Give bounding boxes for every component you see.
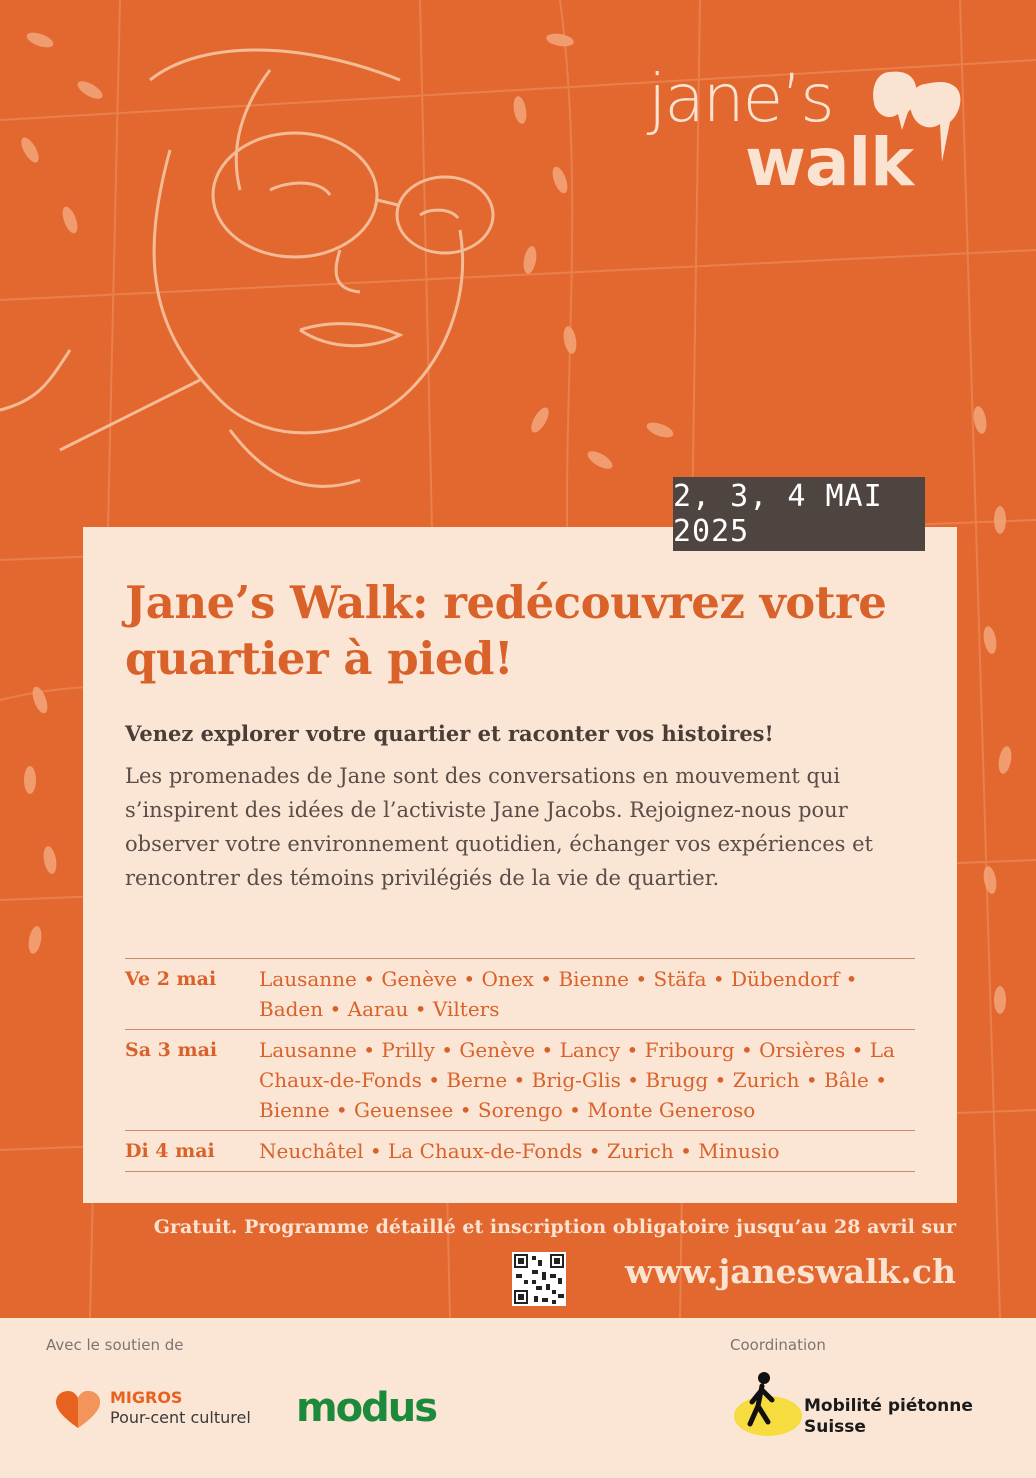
sponsor-footer: [0, 1318, 1036, 1478]
mobilite-pietonne-name: Mobilité piétonne Suisse: [804, 1396, 973, 1437]
pedestrian-icon: [732, 1370, 808, 1440]
subheadline: Venez explorer votre quartier et raconter vos histoires!: [125, 721, 774, 746]
schedule-table: [125, 958, 915, 1172]
content-card: [83, 527, 957, 1203]
qr-code-icon[interactable]: [512, 1252, 566, 1306]
heart-icon: [54, 1390, 102, 1430]
logo-line-walk: walk: [745, 124, 914, 201]
schedule-day: Di 4 mai: [125, 1140, 215, 1162]
schedule-day: Ve 2 mai: [125, 968, 217, 990]
website-link[interactable]: www.janeswalk.ch: [624, 1252, 956, 1291]
mobilite-pietonne-logo: [732, 1370, 1012, 1440]
coordination-label: Coordination: [730, 1336, 826, 1354]
schedule-places: Lausanne • Prilly • Genève • Lancy • Fribourg • Orsières • La Chaux-de-Fonds • Berne • Brig-Glis • Brugg • Zurich • Bâle • Bienne • Geuensee • Sorengo • Monte Generoso: [259, 1038, 895, 1122]
schedule-row: [125, 959, 915, 1030]
speech-bubbles-icon: [870, 62, 970, 172]
support-label: Avec le soutien de: [46, 1336, 184, 1354]
schedule-row: [125, 1030, 915, 1131]
logo-line-janes: jane’s: [648, 60, 833, 137]
migros-logo: [54, 1388, 274, 1434]
registration-note: Gratuit. Programme détaillé et inscription obligatoire jusqu’au 28 avril sur: [153, 1216, 956, 1238]
date-badge: 2, 3, 4 MAI 2025: [673, 477, 925, 551]
schedule-day: Sa 3 mai: [125, 1039, 218, 1061]
migros-subtitle: Pour-cent culturel: [110, 1408, 251, 1427]
modus-logo: modus: [296, 1385, 437, 1431]
schedule-places: Lausanne • Genève • Onex • Bienne • Stäfa • Dübendorf • Baden • Aarau • Vilters: [259, 967, 858, 1021]
schedule-row: [125, 1131, 915, 1172]
schedule-places: Neuchâtel • La Chaux-de-Fonds • Zurich • Minusio: [259, 1139, 780, 1163]
migros-name: MIGROS: [110, 1388, 183, 1407]
page-title: Jane’s Walk: redécouvrez votre quartier à pied!: [125, 576, 887, 685]
janes-walk-logo: [640, 62, 970, 212]
intro-paragraph: Les promenades de Jane sont des conversations en mouvement qui s’inspirent des idées de l’activiste Jane Jacobs. Rejoignez-nous pour observer votre environnement quotidien, échanger vos expériences et rencontrer des témoins privilégiés de la vie de quartier.: [125, 764, 873, 890]
